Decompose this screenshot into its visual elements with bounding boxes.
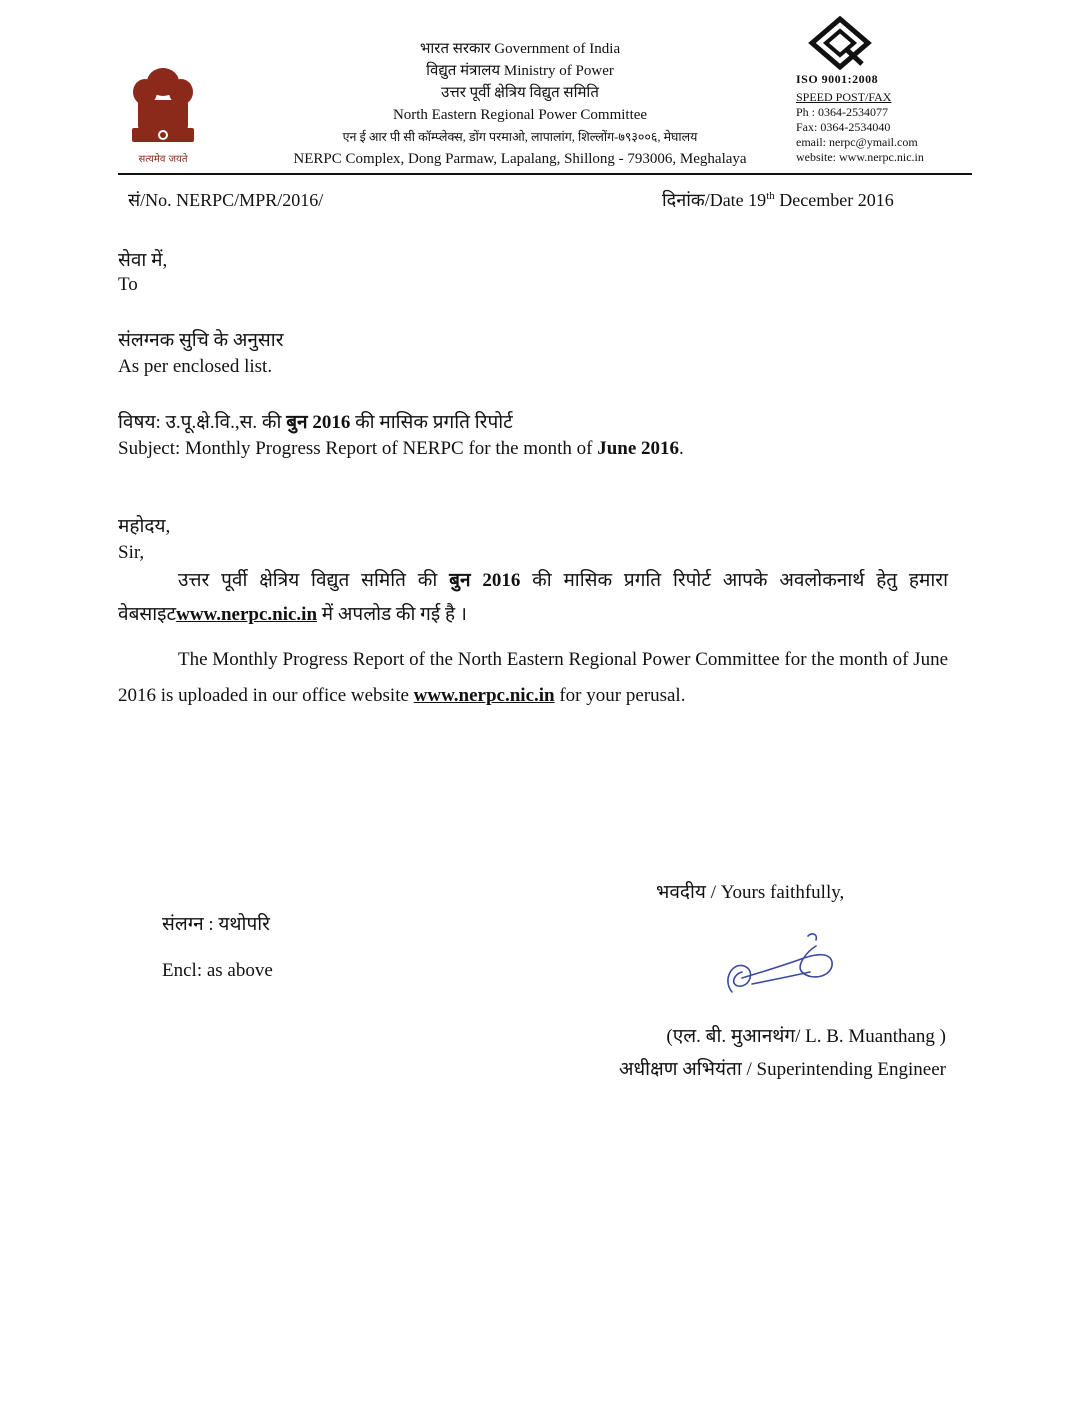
ministry-line: विद्युत मंत्रालय Ministry of Power [426, 63, 614, 79]
date-prefix: दिनांक/Date 19 [662, 190, 767, 210]
phone-number: Ph : 0364-2534077 [796, 105, 889, 119]
reference-number: सं/No. NERPC/MPR/2016/ [128, 190, 324, 210]
email-address: email: nerpc@ymail.com [796, 135, 918, 149]
signatory-designation: अधीक्षण अभियंता / Superintending Engineer [618, 1059, 946, 1080]
iso-certification: ISO 9001:2008 [796, 72, 879, 86]
committee-hindi-line: उत्तर पूर्वी क्षेत्रिय विद्युत समिति [441, 85, 599, 101]
subject-english-text: Subject: Monthly Progress Report of NERPC for the month of [118, 438, 598, 459]
letter-date [662, 188, 894, 212]
govt-line: भारत सरकार Government of India [419, 41, 621, 57]
contact-block [796, 90, 924, 165]
signature-icon [712, 922, 842, 1004]
date-ordinal: th [766, 190, 775, 202]
recipient-english: As per enclosed list. [118, 356, 273, 377]
header-divider [118, 173, 972, 175]
to-hindi: सेवा में, [118, 250, 168, 271]
address-hindi-line: एन ई आर पी सी कॉम्प्लेक्स, डोंग परमाओ, लापालांग, शिल्लोंग-७९३००६, मेघालय [342, 130, 698, 144]
body-hindi-month: बुन 2016 [449, 570, 521, 591]
address-english-line: NERPC Complex, Dong Parmaw, Lapalang, Shillong - 793006, Meghalaya [293, 151, 747, 167]
enclosure-hindi: संलग्न : यथोपरि [162, 914, 270, 935]
enclosure-english: Encl: as above [162, 960, 273, 981]
letterhead-block [250, 38, 790, 170]
body-english-tail: for your perusal. [554, 685, 686, 706]
national-emblem-icon [120, 62, 206, 168]
recipient-hindi: संलग्नक सुचि के अनुसार [118, 330, 284, 351]
subject-english [118, 438, 684, 460]
subject-hindi [118, 408, 513, 434]
signatory-name: (एल. बी. मुआनथंग/ L. B. Muanthang ) [666, 1026, 946, 1047]
subject-english-tail: . [679, 438, 684, 459]
website-link-english[interactable]: www.nerpc.nic.in [413, 685, 555, 706]
body-hindi-text: उत्तर पूर्वी क्षेत्रिय विद्युत समिति की [178, 570, 450, 591]
body-english-text: The Monthly Progress Report of the North Eastern Regional Power Committee for the month of June 2016 is uploaded in our office website [118, 649, 948, 706]
closing: भवदीय / Yours faithfully, [656, 882, 845, 903]
subject-hindi-month: बुन 2016 [286, 412, 351, 433]
website-link-hindi[interactable]: www.nerpc.nic.in [176, 604, 318, 625]
subject-hindi-text: विषय: उ.पू.क्षे.वि.,स. की [118, 412, 287, 433]
greeting-english: Sir, [118, 542, 145, 563]
to-english: To [118, 274, 138, 295]
fax-number: Fax: 0364-2534040 [796, 120, 891, 134]
subject-hindi-tail: की मासिक प्रगति रिपोर्ट [350, 412, 513, 433]
speed-post-label: SPEED POST/FAX [796, 90, 892, 104]
emblem-caption: सत्यमेव जयते [138, 154, 188, 165]
iso-q-logo-icon [808, 16, 872, 70]
greeting-hindi: महोदय, [118, 516, 171, 537]
committee-english-line: North Eastern Regional Power Committee [392, 107, 648, 123]
body-hindi-text-2: की मासिक प्रगति रिपोर्ट आपके अवलोकनार्थ हेतु हमारा वेबसाइट [118, 570, 948, 625]
body-hindi-tail: में अपलोड की गई है । [317, 604, 467, 625]
body-hindi-paragraph [118, 564, 948, 632]
subject-english-month: June 2016 [597, 438, 680, 459]
body-english-paragraph [118, 642, 948, 714]
website-address: website: www.nerpc.nic.in [796, 150, 924, 164]
date-suffix: December 2016 [774, 190, 894, 210]
